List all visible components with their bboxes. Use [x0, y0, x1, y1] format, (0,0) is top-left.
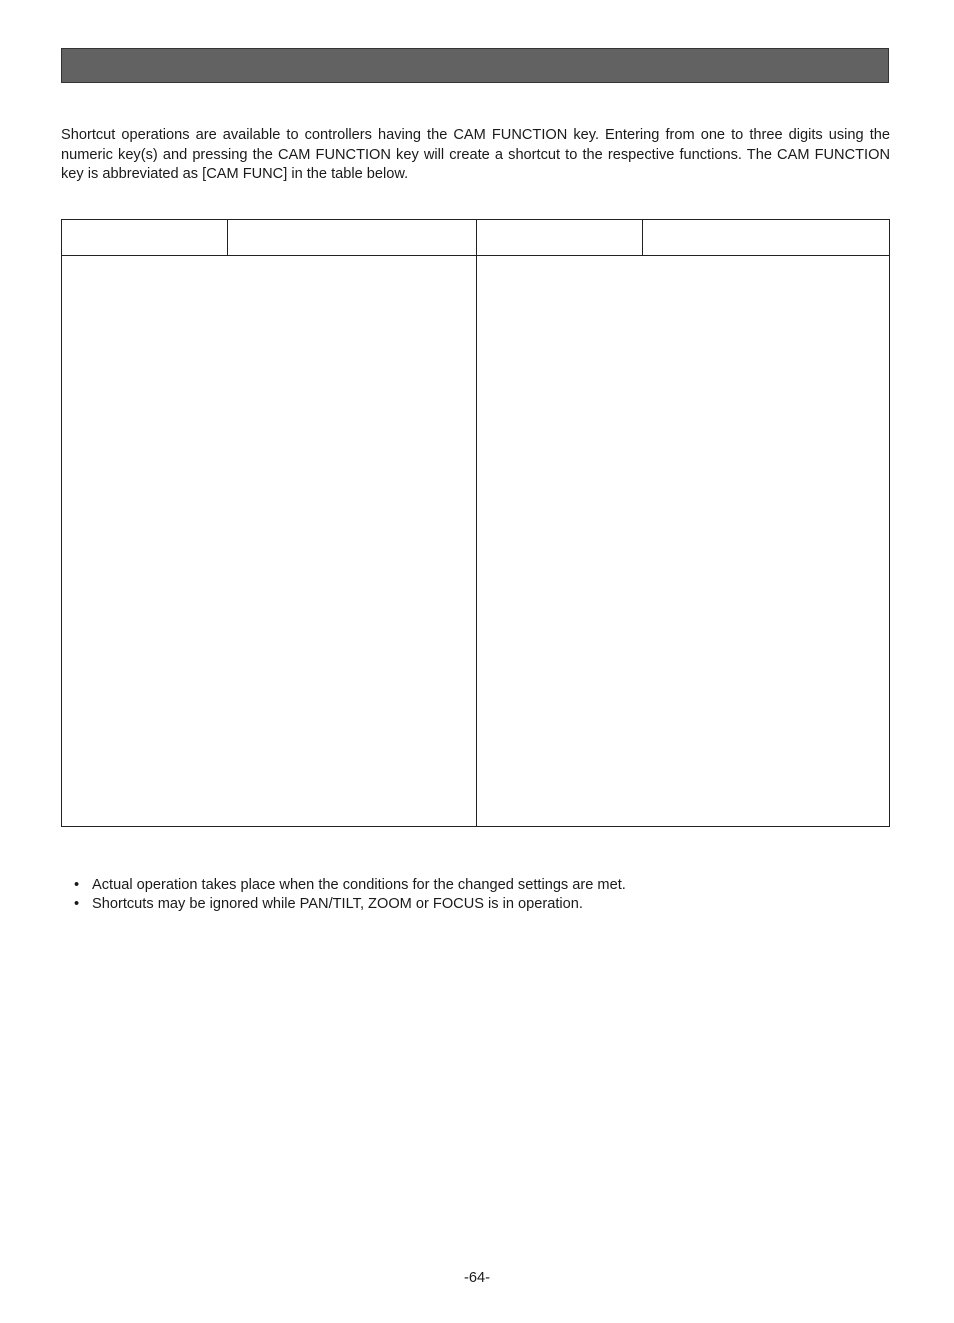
notes-list: [72, 876, 872, 914]
table-header-cell-3: [477, 220, 643, 255]
note-text: Shortcuts may be ignored while PAN/TILT, ZOOM or FOCUS is in operation.: [92, 896, 583, 912]
table-header-divider-3: [642, 220, 643, 256]
note-item: [72, 876, 872, 895]
table-header-cell-4: [643, 220, 889, 255]
bullet-icon: •: [74, 896, 80, 912]
intro-paragraph: Shortcut operations are available to controllers having the CAM FUNCTION key. Entering from one to three digits using the numeric key(s) and pressing the CAM FUNCTION key will create a shortcut to the respective functions. The CAM FUNCTION key is abbreviated as [CAM FUNC] in the table below.: [61, 127, 890, 183]
note-text: Actual operation takes place when the conditions for the changed settings are met.: [92, 877, 626, 893]
page-number: -64-: [464, 1270, 490, 1286]
shortcut-table: [61, 219, 890, 827]
section-title-bar: [61, 48, 889, 83]
table-body-right: [477, 256, 889, 826]
table-header-cell-2: [228, 220, 477, 255]
table-header-cell-1: [62, 220, 228, 255]
table-body-left: [62, 256, 476, 826]
note-item: [72, 895, 872, 914]
bullet-icon: •: [74, 877, 80, 893]
table-header-divider-1: [227, 220, 228, 256]
